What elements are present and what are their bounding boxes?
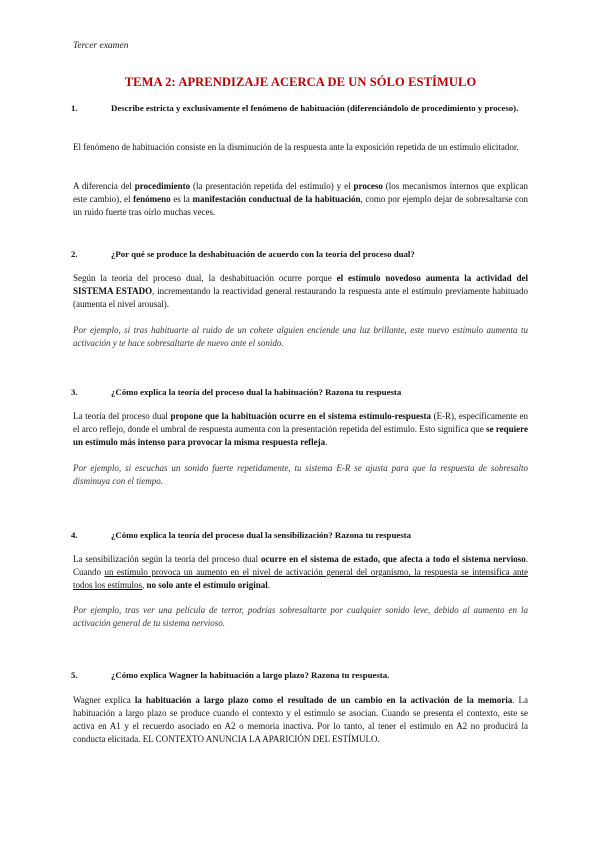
question-3-text: ¿Cómo explica la teoría del proceso dual la habituación? Razona tu respuesta <box>111 387 402 397</box>
q2-p1-text-2: , incrementando la reactividad general restaurando la respuesta ante el estímulo previamente habituado (aumenta el nivel arousal). <box>73 286 528 310</box>
q3-p1-text-2: (E-R), específicamente en el arco reflejo, donde el umbral de respuesta aumenta con la presentación repetida del estímulo. Esto significa que <box>73 411 528 435</box>
q4-p1-text-4: . <box>267 580 271 591</box>
q1-p2-bold-proceso: proceso <box>353 181 383 191</box>
q5-answer-paragraph <box>73 694 528 746</box>
q5-p1-text-1: Wagner explica <box>73 695 135 705</box>
question-4 <box>73 529 528 542</box>
q1-p2-text-3: (los mecanismos internos que explican este cambio), el <box>73 181 528 205</box>
q4-p1-text-1: La sensibilización según la teoría del proceso dual <box>73 554 261 564</box>
question-1-text: Describe estricta y exclusivamente el fenómeno de habituación (diferenciándolo de procedimiento y proceso). <box>111 103 519 113</box>
q2-answer-paragraph <box>73 272 528 311</box>
q3-p1-bold-2: se requiere un estímulo más intenso para provocar la misma respuesta refleja <box>73 424 528 448</box>
q1-p2-bold-procedimiento: procedimiento <box>134 181 191 191</box>
q4-p1-bold-1: ocurre en el sistema de estado, que afecta a todo el sistema nervioso <box>260 554 526 564</box>
question-4-number: 4. <box>71 530 78 540</box>
q4-p1-underlined: un estímulo provoca un aumento en el nivel de activación general del organismo, la respuesta se intensifica ante todos los estímulos <box>73 567 529 591</box>
q3-p1-bold-1: propone que la habituación ocurre en el sistema estímulo-respuesta <box>170 411 431 421</box>
question-1 <box>73 102 528 115</box>
q1-answer-paragraph-2 <box>73 180 528 219</box>
q3-example: Por ejemplo, si escuchas un sonido fuerte repetidamente, tu sistema E-R se ajusta para que la respuesta de sobresalto disminuya con el tiempo. <box>73 463 528 487</box>
q2-p1-bold: el estímulo novedoso aumenta la actividad del SISTEMA ESTADO <box>73 273 528 297</box>
q4-p1-bold-2: no solo ante el estímulo original <box>146 580 268 591</box>
q2-p1-text-1: Según la teoría del proceso dual, la deshabituación ocurre porque <box>73 273 337 283</box>
q1-p2-bold-fenomeno: fenómeno <box>133 194 171 205</box>
question-5-number: 5. <box>71 670 78 680</box>
q1-p2-text-4: es la <box>170 194 193 205</box>
document-title: TEMA 2: APRENDIZAJE ACERCA DE UN SÓLO ESTÍMULO <box>124 75 477 89</box>
q4-example: Por ejemplo, tras ver una película de terror, podrías sobresaltarte por cualquier sonido leve, debido al aumento en la activación general de tu sistema nervioso. <box>73 605 528 629</box>
q3-p1-text-3: . <box>325 437 328 448</box>
question-3 <box>73 386 528 399</box>
q1-p2-text-5: , como por ejemplo dejar de sobresaltarse con un ruido fuerte tras oírlo muchas veces. <box>73 194 528 218</box>
q1-p2-text-1: A diferencia del <box>73 181 135 191</box>
q3-p1-text-1: La teoría del proceso dual <box>73 411 171 421</box>
q1-p2-bold-manifestacion: manifestación conductual de la habituación <box>192 194 361 205</box>
question-1-number: 1. <box>71 103 78 113</box>
question-2 <box>73 248 528 261</box>
page-header: Tercer examen <box>73 41 129 51</box>
question-3-number: 3. <box>71 387 78 397</box>
q5-p1-text-2: . La habituación a largo plazo se produce cuando el contexto y el estímulo se asocian. Cuando se presenta el contexto, este se activa en A1 y el recuerdo asociado en A2 o memoria inactiva. Por lo tanto, al tener el estímulo en A2 no producirá la conducta elicitada. EL CONTEXTO ANUNCIA LA APARICIÓN DEL ESTÍMULO. <box>73 695 528 745</box>
question-5-text: ¿Cómo explica Wagner la habituación a largo plazo? Razona tu respuesta. <box>111 670 390 680</box>
q1-p2-text-2: (la presentación repetida del estímulo) y el <box>190 181 354 191</box>
question-2-number: 2. <box>71 249 78 259</box>
q4-answer-paragraph <box>73 553 528 592</box>
q4-p1-text-2: . Cuando <box>73 554 529 578</box>
q4-p1-text-3: , <box>142 580 147 591</box>
q1-answer-paragraph-1: El fenómeno de habituación consiste en la disminución de la respuesta ante la exposición repetida de un estímulo elicitador. <box>73 142 519 152</box>
q5-p1-bold: la habituación a largo plazo como el resultado de un cambio en la activación de la memoria <box>134 695 513 705</box>
question-4-text: ¿Cómo explica la teoría del proceso dual la sensibilización? Razona tu respuesta <box>111 530 411 540</box>
question-5 <box>73 669 528 682</box>
q3-answer-paragraph <box>73 410 528 449</box>
q2-example: Por ejemplo, si tras habituarte al ruido de un cohete alguien enciende una luz brillante, este nuevo estímulo aumenta tu activación y te hace sobresaltarte de nuevo ante el sonido. <box>73 325 528 349</box>
question-2-text: ¿Por qué se produce la deshabituación de acuerdo con la teoría del proceso dual? <box>111 249 415 259</box>
